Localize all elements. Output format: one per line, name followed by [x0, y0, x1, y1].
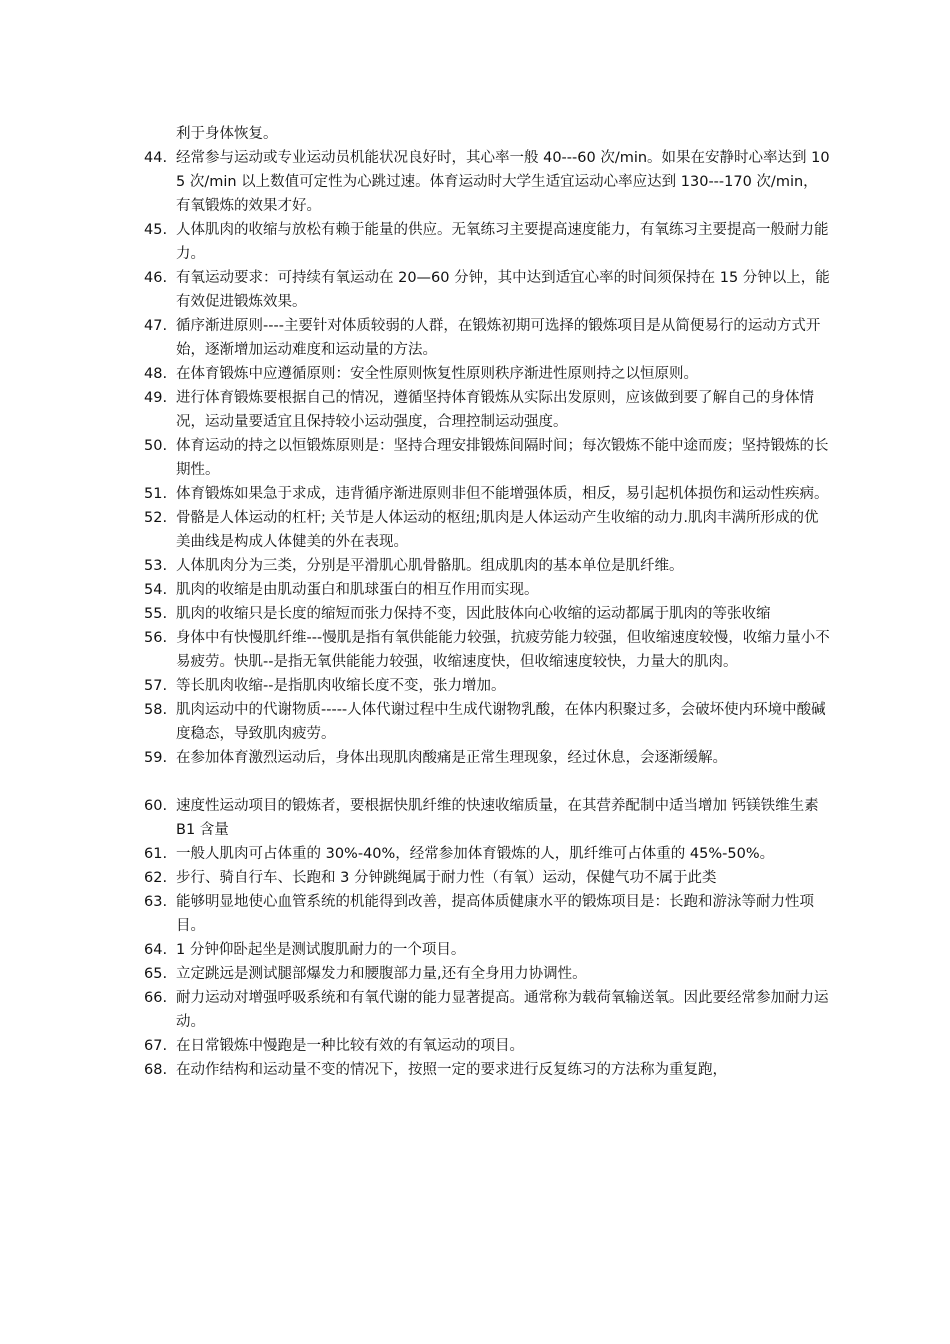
- list-item: [130, 1034, 830, 1058]
- list-item: [130, 506, 830, 554]
- list-item-number: 52.: [144, 510, 168, 526]
- list-item-text: 肌肉运动中的代谢物质-----人体代谢过程中生成代谢物乳酸，在体内积聚过多，会破坏使内环境中酸碱度稳态，导致肌肉疲劳。: [176, 702, 826, 742]
- list-item-text: 等长肌肉收缩--是指肌肉收缩长度不变，张力增加。: [176, 678, 506, 694]
- list-item: [130, 362, 830, 386]
- list-item-number: 64.: [144, 942, 168, 958]
- list-item-number: 47.: [144, 318, 168, 334]
- list-item: [130, 890, 830, 938]
- list-item: [130, 146, 830, 218]
- list-item-number: 49.: [144, 390, 168, 406]
- list-item: [130, 578, 830, 602]
- list-item-text: 肌肉的收缩是由肌动蛋白和肌球蛋白的相互作用而实现。: [176, 582, 539, 598]
- list-item-text: 身体中有快慢肌纤维---慢肌是指有氧供能能力较强，抗疲劳能力较强，但收缩速度较慢，收缩力量小不易疲劳。快肌--是指无氧供能能力较强，收缩速度快，但收缩速度较快，力量大的肌肉。: [176, 630, 830, 670]
- list-item-number: 50.: [144, 438, 168, 454]
- list-item: [130, 482, 830, 506]
- list-item-text: 耐力运动对增强呼吸系统和有氧代谢的能力显著提高。通常称为载荷氧输送氧。因此要经常参加耐力运动。: [176, 990, 829, 1030]
- list-item-number: 45.: [144, 222, 168, 238]
- list-item-text: 有氧运动要求：可持续有氧运动在 20—60 分钟，其中达到适宜心率的时间须保持在 15 分钟以上，能有效促进锻炼效果。: [176, 270, 830, 310]
- continuation-text: 利于身体恢复。: [176, 126, 278, 142]
- list-item: [130, 938, 830, 962]
- list-item: [130, 1058, 830, 1082]
- list-item-number: 55.: [144, 606, 168, 622]
- list-item-text: 体育运动的持之以恒锻炼原则是：坚持合理安排锻炼间隔时间；每次锻炼不能中途而废；坚持锻炼的长期性。: [176, 438, 829, 478]
- list-item-text: 在参加体育激烈运动后，身体出现肌肉酸痛是正常生理现象，经过休息，会逐渐缓解。: [176, 750, 727, 766]
- list-item-text: 在日常锻炼中慢跑是一种比较有效的有氧运动的项目。: [176, 1038, 524, 1054]
- list-item: [130, 602, 830, 626]
- list-item-number: 62.: [144, 870, 168, 886]
- list-item-number: 61.: [144, 846, 168, 862]
- list-item-number: 65.: [144, 966, 168, 982]
- list-item: [130, 218, 830, 266]
- list-item-number: 46.: [144, 270, 168, 286]
- list-item: [130, 746, 830, 770]
- list-item-text: 1 分钟仰卧起坐是测试腹肌耐力的一个项目。: [176, 942, 466, 958]
- list-item-number: 67.: [144, 1038, 168, 1054]
- list-item-number: 54.: [144, 582, 168, 598]
- list-item-text: 在动作结构和运动量不变的情况下，按照一定的要求进行反复练习的方法称为重复跑，: [176, 1062, 727, 1078]
- list-item-number: 53.: [144, 558, 168, 574]
- list-item: [130, 554, 830, 578]
- list-item-text: 一般人肌肉可占体重的 30%-40%，经常参加体育锻炼的人，肌纤维可占体重的 45%-50%。: [176, 846, 775, 862]
- list-item-number: 68.: [144, 1062, 168, 1078]
- list-item-number: 58.: [144, 702, 168, 718]
- list-item: [130, 674, 830, 698]
- list-item-text: 骨骼是人体运动的杠杆; 关节是人体运动的枢纽;肌肉是人体运动产生收缩的动力.肌肉丰满所形成的优美曲线是构成人体健美的外在表现。: [176, 510, 819, 550]
- list-item-text: 在体育锻炼中应遵循原则：安全性原则恢复性原则秩序渐进性原则持之以恒原则。: [176, 366, 698, 382]
- list-item-number: 66.: [144, 990, 168, 1006]
- list-item: [130, 962, 830, 986]
- list-item-number: 63.: [144, 894, 168, 910]
- list-item-text: 体育锻炼如果急于求成，违背循序渐进原则非但不能增强体质，相反，易引起机体损伤和运动性疾病。: [176, 486, 829, 502]
- list-item-number: 57.: [144, 678, 168, 694]
- list-item-number: 60.: [144, 798, 168, 814]
- list-item-text: 循序渐进原则----主要针对体质较弱的人群，在锻炼初期可选择的锻炼项目是从简便易行的运动方式开始，逐渐增加运动难度和运动量的方法。: [176, 318, 821, 358]
- list-item: [130, 266, 830, 314]
- list-item-text: 经常参与运动或专业运动员机能状况良好时，其心率一般 40---60 次/min。如果在安静时心率达到 105 次/min 以上数值可定性为心跳过速。体育运动时大学生适宜运动心率应达到 130---170 次/min，有氧锻炼的效果才好。: [176, 150, 830, 214]
- list-item-number: 51.: [144, 486, 168, 502]
- list-item: [130, 986, 830, 1034]
- list-item: [130, 794, 830, 842]
- list-item-text: 能够明显地使心血管系统的机能得到改善，提高体质健康水平的锻炼项目是：长跑和游泳等耐力性项目。: [176, 894, 814, 934]
- list-item: [130, 626, 830, 674]
- list-item-text: 人体肌肉分为三类，分别是平滑肌心肌骨骼肌。组成肌肉的基本单位是肌纤维。: [176, 558, 684, 574]
- list-item-text: 肌肉的收缩只是长度的缩短而张力保持不变，因此肢体向心收缩的运动都属于肌肉的等张收缩: [176, 606, 771, 622]
- list-item: [130, 842, 830, 866]
- list-item-number: 59.: [144, 750, 168, 766]
- list-item-text: 人体肌肉的收缩与放松有赖于能量的供应。无氧练习主要提高速度能力，有氧练习主要提高一般耐力能力。: [176, 222, 829, 262]
- list-item-number: 44.: [144, 150, 168, 166]
- list-item: [130, 698, 830, 746]
- list-item: [130, 866, 830, 890]
- list-item-text: 步行、骑自行车、长跑和 3 分钟跳绳属于耐力性（有氧）运动，保健气功不属于此类: [176, 870, 717, 886]
- list-item-number: 48.: [144, 366, 168, 382]
- list-item: [130, 434, 830, 482]
- numbered-list: [130, 146, 830, 1082]
- list-item-number: 56.: [144, 630, 168, 646]
- list-item-text: 立定跳远是测试腿部爆发力和腰腹部力量,还有全身用力协调性。: [176, 966, 587, 982]
- list-item-text: 进行体育锻炼要根据自己的情况，遵循坚持体育锻炼从实际出发原则，应该做到要了解自己的身体情况，运动量要适宜且保持较小运动强度，合理控制运动强度。: [176, 390, 814, 430]
- list-item: [130, 314, 830, 362]
- list-item-text: 速度性运动项目的锻炼者，要根据快肌纤维的快速收缩质量，在其营养配制中适当增加 钙镁铁维生素 B1 含量: [176, 798, 819, 838]
- list-item: [130, 386, 830, 434]
